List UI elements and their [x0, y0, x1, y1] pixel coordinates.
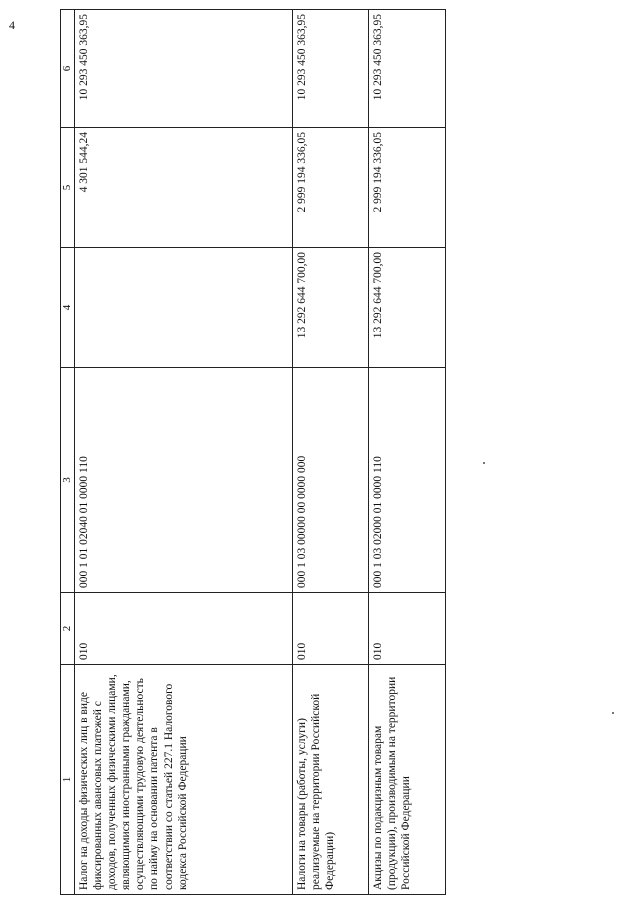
income-name: Налог на доходы физических лиц в виде фиксированных авансовых платежей с доходов, полученных физическими лицами, являющимися иностранными гражданами, осуществляющими трудовую деятельность по найму на основании патента в соответствии со статьей 227.1 Налогового кодекса Российской Федерации: [75, 665, 293, 895]
executed-amount: 2 999 194 336,05: [369, 128, 446, 248]
table-row: [369, 10, 446, 895]
total-amount: 10 293 450 363,95: [75, 10, 293, 128]
scan-speck: [483, 462, 485, 464]
column-number-row: [61, 10, 75, 895]
budget-classification-code: 000 1 01 02040 01 0000 110: [75, 368, 293, 593]
executed-amount: 4 301 544,24: [75, 128, 293, 248]
column-number: 4: [61, 248, 75, 368]
column-number: 6: [61, 10, 75, 128]
table-row: [293, 10, 369, 895]
scan-speck: [612, 712, 614, 714]
line-code: 010: [75, 593, 293, 665]
budget-classification-code: 000 1 03 02000 01 0000 110: [369, 368, 446, 593]
column-number: 2: [61, 593, 75, 665]
approved-amount: 13 292 644 700,00: [369, 248, 446, 368]
line-code: 010: [369, 593, 446, 665]
total-amount: 10 293 450 363,95: [293, 10, 369, 128]
line-code: 010: [293, 593, 369, 665]
approved-amount: [75, 248, 293, 368]
income-name: Налоги на товары (работы, услуги) реализуемые на территории Российской Федерации): [293, 665, 369, 895]
page-number: 4: [9, 18, 15, 32]
column-number: 3: [61, 368, 75, 593]
budget-classification-code: 000 1 03 00000 00 0000 000: [293, 368, 369, 593]
revenue-table: [60, 9, 446, 895]
executed-amount: 2 999 194 336,05: [293, 128, 369, 248]
approved-amount: 13 292 644 700,00: [293, 248, 369, 368]
table-row: [75, 10, 293, 895]
column-number: 5: [61, 128, 75, 248]
income-name: Акцизы по подакцизным товарам (продукции), производимым на территории Российской Федерации: [369, 665, 446, 895]
total-amount: 10 293 450 363,95: [369, 10, 446, 128]
column-number: 1: [61, 665, 75, 895]
rotated-table-area: [60, 10, 445, 895]
